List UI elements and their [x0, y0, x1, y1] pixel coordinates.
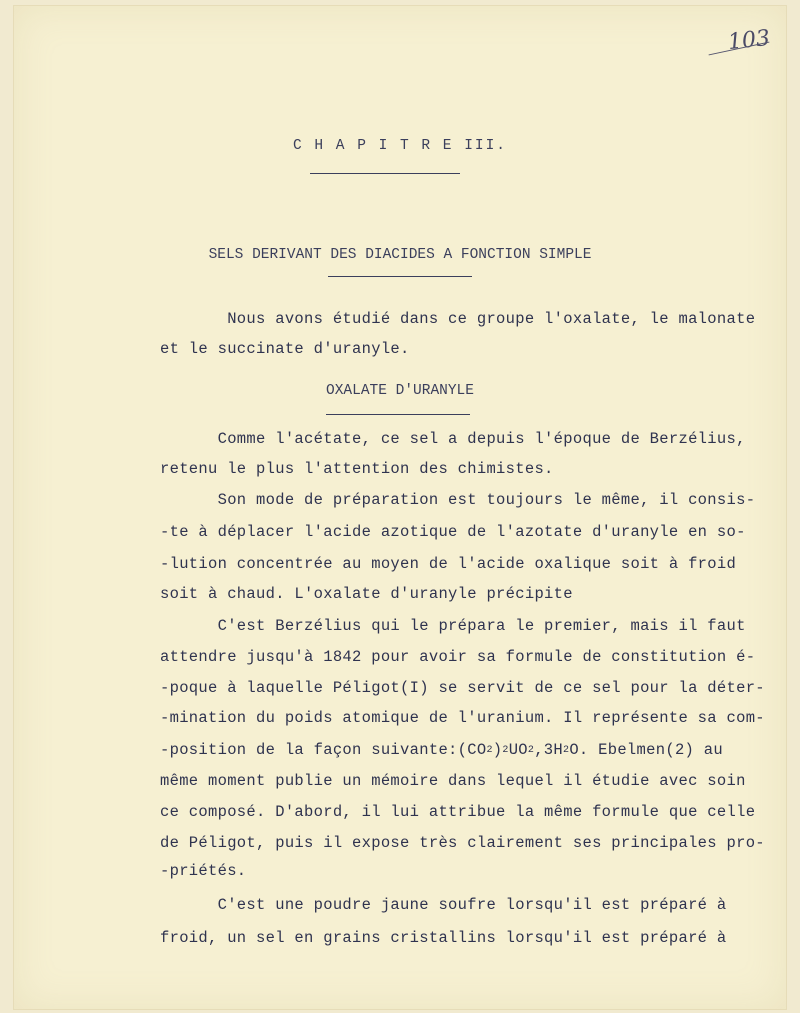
- section-title: SELS DERIVANT DES DIACIDES A FONCTION SIMPLE: [208, 247, 592, 263]
- intro-line: Nous avons étudié dans ce groupe l'oxalate, le malonate: [160, 310, 756, 328]
- section-rule: [328, 276, 472, 277]
- subsection-rule: [326, 414, 470, 415]
- body-line: -priétés.: [160, 862, 247, 880]
- formula-text: UO: [508, 741, 528, 759]
- body-line: -mination du poids atomique de l'uranium. Il représente sa com-: [160, 709, 765, 727]
- body-line: C'est Berzélius qui le prépara le premier, mais il faut: [160, 617, 746, 635]
- body-line: froid, un sel en grains cristallins lorsqu'il est préparé à: [160, 929, 727, 947]
- body-line: retenu le plus l'attention des chimistes.: [160, 460, 554, 478]
- subsection-title: OXALATE D'URANYLE: [326, 383, 474, 399]
- body-line: -poque à laquelle Péligot(I) se servit de ce sel pour la déter-: [160, 679, 765, 697]
- body-line: de Péligot, puis il expose très clairement ses principales pro-: [160, 834, 765, 852]
- body-line: -lution concentrée au moyen de l'acide oxalique soit à froid: [160, 555, 737, 573]
- formula-superscript: 2: [527, 745, 535, 756]
- body-line: -te à déplacer l'acide azotique de l'azotate d'uranyle en so-: [160, 523, 746, 541]
- body-line: attendre jusqu'à 1842 pour avoir sa formule de constitution é-: [160, 648, 756, 666]
- body-line: même moment publie un mémoire dans lequel il étudie avec soin: [160, 772, 746, 790]
- formula-text: ,3H: [534, 741, 564, 759]
- formula-superscript: 2: [502, 745, 509, 756]
- formula-superscript: 2: [563, 745, 570, 756]
- formula-text: O. Ebelmen(2) au: [569, 741, 723, 759]
- formula-line: [160, 741, 723, 759]
- formula-text: -position de la façon suivante:(CO: [160, 741, 487, 759]
- formula-superscript: 2: [486, 745, 493, 756]
- page-number: 103: [726, 25, 772, 56]
- body-line: C'est une poudre jaune soufre lorsqu'il est préparé à: [160, 896, 727, 914]
- formula-text: ): [492, 741, 503, 759]
- body-line: Son mode de préparation est toujours le même, il consis-: [160, 491, 756, 509]
- chapter-rule: [310, 173, 460, 174]
- chapter-heading: C H A P I T R E III.: [292, 138, 508, 154]
- body-line: soit à chaud. L'oxalate d'uranyle précipite: [160, 585, 573, 603]
- intro-line: et le succinate d'uranyle.: [160, 340, 410, 358]
- body-line: ce composé. D'abord, il lui attribue la même formule que celle: [160, 803, 756, 821]
- body-line: Comme l'acétate, ce sel a depuis l'époque de Berzélius,: [160, 430, 746, 448]
